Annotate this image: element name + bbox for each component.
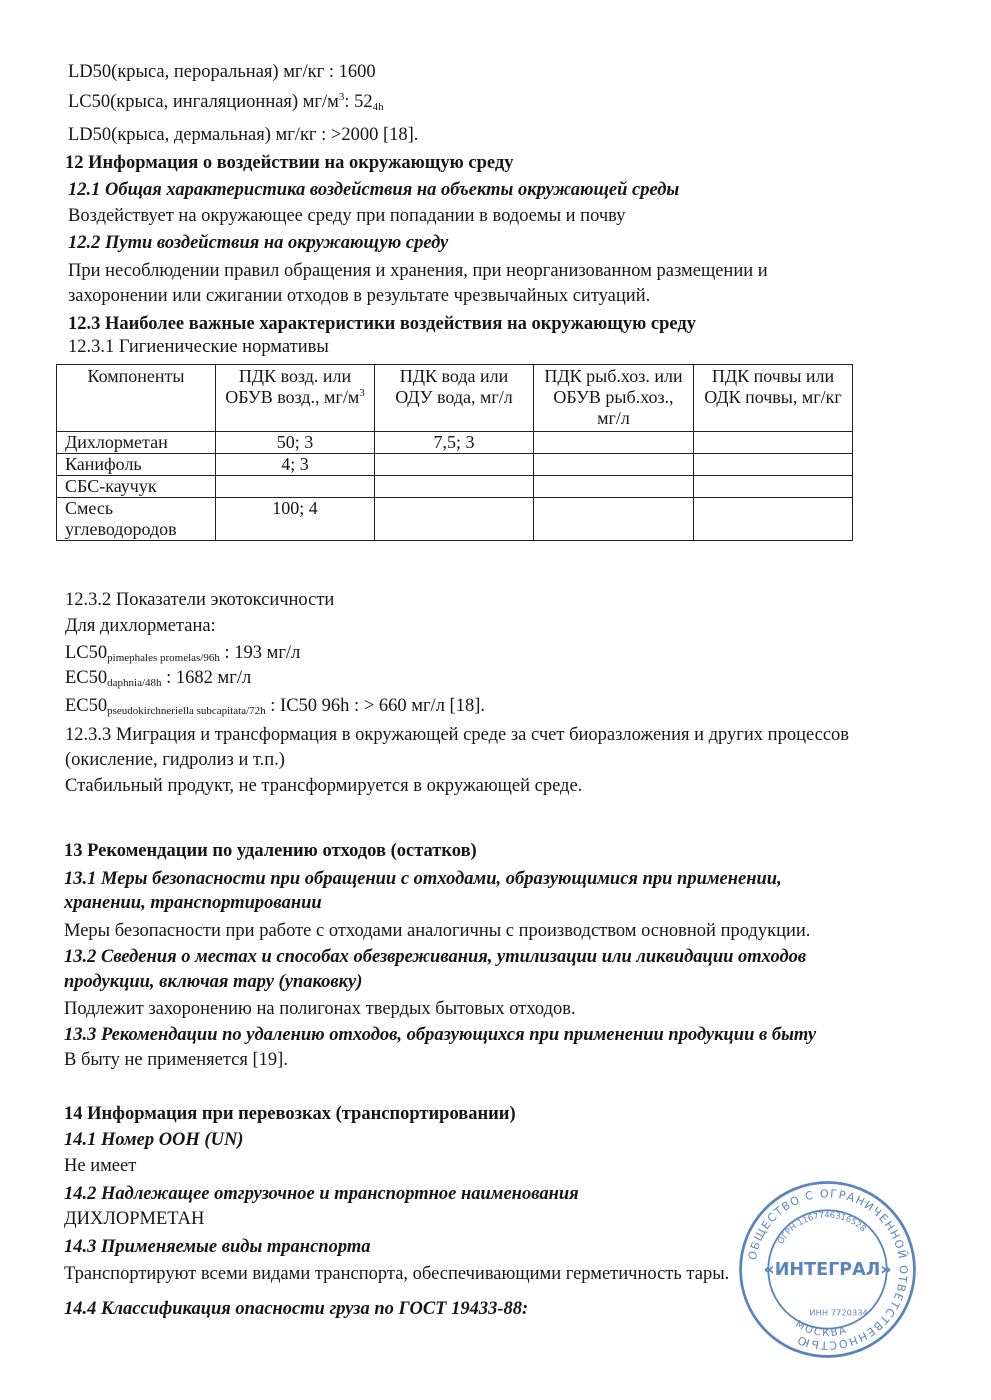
section-12-3-1-title: 12.3.1 Гигиенические нормативы bbox=[68, 337, 329, 357]
section-13-1-text: Меры безопасности при работе с отходами аналогичны с производством основной продукции. bbox=[64, 921, 811, 941]
section-14-1-text: Не имеет bbox=[64, 1156, 137, 1176]
lc50-inh-sup: 3 bbox=[338, 91, 345, 103]
company-seal bbox=[735, 1177, 920, 1362]
cell-soil bbox=[694, 432, 853, 454]
lc50-inh-text: LC50(крыса, ингаляционная) мг/м bbox=[68, 92, 339, 112]
section-12-2-title: 12.2 Пути воздействия на окружающую среду bbox=[68, 233, 449, 253]
ec50b-label: EC50 bbox=[65, 696, 108, 716]
header-soil: ПДК почвы или ОДК почвы, мг/кг bbox=[694, 365, 853, 432]
cell-soil bbox=[694, 498, 853, 541]
header-air-text: ПДК возд. или ОБУВ возд., мг/м bbox=[225, 366, 360, 407]
section-14-2-title: 14.2 Надлежащее отгрузочное и транспортное наименования bbox=[64, 1184, 579, 1204]
table-header-row bbox=[57, 365, 853, 432]
table-row bbox=[57, 476, 853, 498]
table-row bbox=[57, 432, 853, 454]
cell-component: Канифоль bbox=[57, 454, 216, 476]
section-13-3-text: В быту не применяется [19]. bbox=[64, 1050, 288, 1070]
cell-water bbox=[375, 454, 534, 476]
cell-soil bbox=[694, 454, 853, 476]
section-12-3-3-line-3: Стабильный продукт, не трансформируется в окружающей среде. bbox=[65, 776, 583, 796]
cell-fish bbox=[534, 432, 694, 454]
seal-ring-text: ОБЩЕСТВО С ОГРАНИЧЕННОЙ ОТВЕТСТВЕННОСТЬЮ bbox=[745, 1187, 910, 1352]
header-fish: ПДК рыб.хоз. или ОБУВ рыб.хоз., мг/л bbox=[534, 365, 694, 432]
section-12-3-3-line-2: (окисление, гидролиз и т.п.) bbox=[65, 750, 285, 770]
section-14-4-title: 14.4 Классификация опасности груза по ГОСТ 19433-88: bbox=[64, 1299, 529, 1319]
cell-soil bbox=[694, 476, 853, 498]
ec50-subscript: daphnia/48h bbox=[107, 677, 162, 689]
ec50-algae-line bbox=[65, 695, 485, 719]
cell-air: 50; 3 bbox=[216, 432, 375, 454]
cell-fish bbox=[534, 476, 694, 498]
section-12-2-text-1: При несоблюдении правил обращения и хранения, при неорганизованном размещении и bbox=[68, 261, 768, 281]
section-12-1-text: Воздействует на окружающее среду при попадании в водоемы и почву bbox=[68, 206, 626, 226]
seal-company-name: «ИНТЕГРАЛ» bbox=[763, 1260, 892, 1281]
cell-component: Смесь углеводородов bbox=[57, 498, 216, 541]
cell-air: 4; 3 bbox=[216, 454, 375, 476]
section-14-2-text: ДИХЛОРМЕТАН bbox=[64, 1209, 205, 1229]
section-13-2-title-1: 13.2 Сведения о местах и способах обезвреживания, утилизации или ликвидации отходов bbox=[64, 947, 807, 967]
ld50-oral-line: LD50(крыса, пероральная) мг/кг : 1600 bbox=[68, 62, 376, 82]
section-13-heading: 13 Рекомендации по удалению отходов (остатков) bbox=[64, 841, 477, 861]
section-14-heading: 14 Информация при перевозках (транспортировании) bbox=[64, 1104, 516, 1124]
header-air bbox=[216, 365, 375, 432]
header-water: ПДК вода или ОДУ вода, мг/л bbox=[375, 365, 534, 432]
seal-ogrn-text: ОГРН 1167746316528 bbox=[775, 1209, 869, 1246]
hygienic-norms-table bbox=[56, 364, 853, 541]
cell-fish bbox=[534, 498, 694, 541]
lc50-inhalation-line bbox=[68, 91, 384, 113]
section-14-3-text: Транспортируют всеми видами транспорта, обеспечивающими герметичность тары. bbox=[64, 1264, 730, 1284]
ec50b-value: : IC50 96h : > 660 мг/л [18]. bbox=[265, 696, 485, 716]
ld50-dermal-line: LD50(крыса, дермальная) мг/кг : >2000 [18]. bbox=[68, 125, 419, 145]
section-13-3-title: 13.3 Рекомендации по удалению отходов, образующихся при применении продукции в быту bbox=[64, 1025, 817, 1045]
cell-air: 100; 4 bbox=[216, 498, 375, 541]
lc50-value: : 193 мг/л bbox=[219, 643, 301, 663]
ec50-value: : 1682 мг/л bbox=[161, 668, 252, 688]
cell-water: 7,5; 3 bbox=[375, 432, 534, 454]
ec50-daphnia-line bbox=[65, 667, 251, 691]
section-12-3-2-title: 12.3.2 Показатели экотоксичности bbox=[65, 590, 335, 610]
section-12-1-title: 12.1 Общая характеристика воздействия на объекты окружающей среды bbox=[68, 180, 680, 200]
section-12-2-text-2: захоронении или сжигании отходов в результате чрезвычайных ситуаций. bbox=[68, 286, 651, 306]
section-12-3-title: 12.3 Наиболее важные характеристики воздействия на окружающую среду bbox=[68, 314, 696, 334]
cell-air bbox=[216, 476, 375, 498]
table-row bbox=[57, 454, 853, 476]
seal-city-text: МОСКВА bbox=[793, 1318, 850, 1340]
section-14-1-title: 14.1 Номер ООН (UN) bbox=[64, 1130, 244, 1150]
lc50-fish-line bbox=[65, 642, 300, 666]
section-12-3-3-line-1: 12.3.3 Миграция и трансформация в окружающей среде за счет биоразложения и других процессов bbox=[65, 725, 850, 745]
section-12-heading: 12 Информация о воздействии на окружающую среду bbox=[65, 153, 514, 173]
section-13-1-title-1: 13.1 Меры безопасности при обращении с отходами, образующимися при применении, bbox=[64, 869, 782, 889]
ec50b-subscript: pseudokirchneriella subcapitata/72h bbox=[107, 705, 266, 717]
header-air-sup: 3 bbox=[359, 387, 365, 399]
lc50-label: LC50 bbox=[65, 643, 108, 663]
section-13-1-title-2: хранении, транспортировании bbox=[64, 893, 322, 913]
lc50-inh-sub: 4h bbox=[372, 101, 384, 113]
cell-fish bbox=[534, 454, 694, 476]
for-dichloromethane: Для дихлорметана: bbox=[65, 616, 216, 636]
cell-water bbox=[375, 498, 534, 541]
ec50-label: EC50 bbox=[65, 668, 108, 688]
section-14-3-title: 14.3 Применяемые виды транспорта bbox=[64, 1237, 371, 1257]
lc50-inh-value: : 52 bbox=[344, 92, 373, 112]
section-13-2-text: Подлежит захоронению на полигонах твердых бытовых отходов. bbox=[64, 999, 576, 1019]
cell-component: СБС-каучук bbox=[57, 476, 216, 498]
section-13-2-title-2: продукции, включая тару (упаковку) bbox=[64, 972, 363, 992]
header-components: Компоненты bbox=[57, 365, 216, 432]
lc50-subscript: pimephales promelas/96h bbox=[107, 652, 220, 664]
cell-water bbox=[375, 476, 534, 498]
seal-inn-text: ИНН 7720334 bbox=[809, 1307, 868, 1318]
cell-component: Дихлорметан bbox=[57, 432, 216, 454]
table-row bbox=[57, 498, 853, 541]
